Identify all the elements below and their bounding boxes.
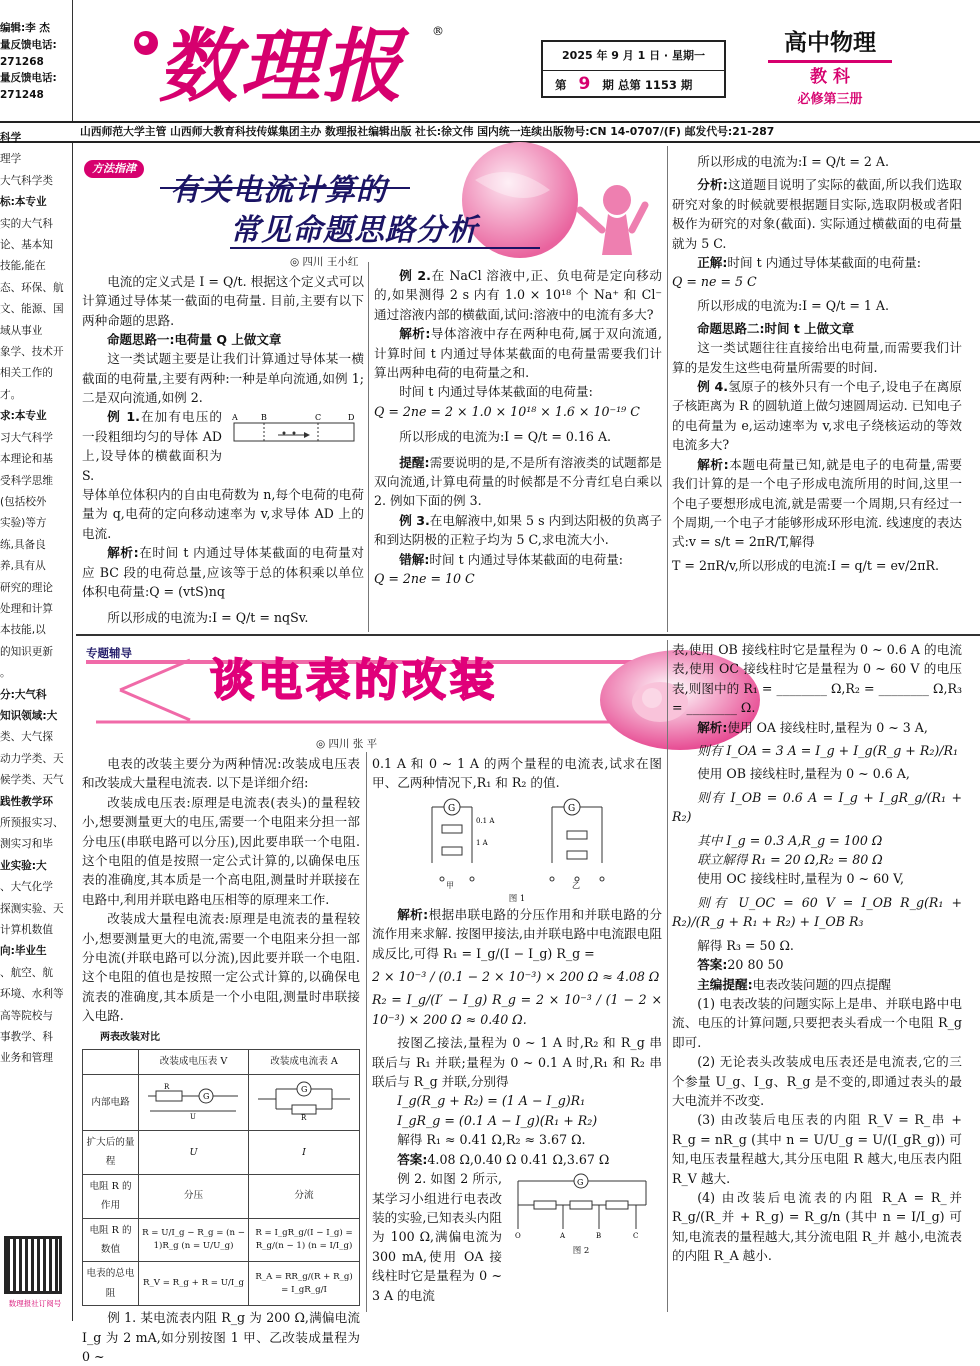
svg-text:G: G (448, 803, 456, 814)
article2-col2: 0.1 A 和 0 ~ 1 A 的两个量程的电流表,试求在图甲、乙两种情况下,R₁ 和 R₂ 的值. G 0.1 A 1 A G 甲 乙 图 1 解析:根据串联电路的分压作用和并联电路的分流作用来求解. 按图甲接法,由并联电路中电流跟电阻成反比,可得 R₁ = I_g/(I − I_g) R_g = 2 × 10⁻³ / (0.1 − 2 × 10⁻³) × 200 Ω ≈ 4.08 Ω R₂ = I_g/(I′ − I_g) R_g = 2 × 10⁻³ / (1 − 2 × 10⁻³) × 200 Ω ≈ 0.40 Ω. 按图乙接法,量程为 0 ~ 1 A 时,R₂ 和 R_g 串联后与 R₁ 并联;量程为 0 ~ 0.1 A 时,R₁ 和 R₂ 串联后与 R_g 并联,分别得 I_g(R_g + R₂) = (1 A − I_g)R₁ I_gR_g = (0.1 A − I_g)(R₁ + R₂) 解得 R₁ ≈ 0.41 Ω,R₂ ≈ 3.67 Ω. 答案:4.08 Ω,0.40 Ω 0.41 Ω,3.67 Ω 例 2. 如图 2 所示,某学习小组进行电表改装的实验,已知表头内阻为 100 Ω,满偏电流为 300 mA,使用 OA 接线柱时它是量程为 0 ~ 3 A 的电流 G O A B C 图 2 (372, 754, 662, 1305)
svg-text:1 A: 1 A (476, 838, 488, 847)
figure-1: G 0.1 A 1 A G 甲 乙 (372, 793, 662, 893)
svg-text:G: G (568, 803, 576, 814)
issue-box: 2025 年 9 月 1 日 · 星期一 第 9 期 总第 1153 期 (541, 40, 726, 98)
column-rule (667, 146, 668, 632)
svg-text:0.1 A: 0.1 A (476, 816, 495, 825)
svg-text:G: G (301, 1084, 308, 1094)
figure-2-circuit (506, 1169, 656, 1239)
svg-text:D: D (348, 413, 355, 423)
svg-text:B: B (596, 1232, 602, 1241)
article2-title: 谈电表的改装 (210, 655, 498, 706)
svg-text:A: A (232, 413, 238, 423)
left-sidebar: 科学 理学 大气科学类 标:本专业 实的大气科 论、基本知 技能,能在 态、环保、航 文、能源、国 域从事业 象学、技术开 相关工作的 才。 求:本专业 习大气科学 本理论和基 受科学思维 (包括校外 实验)等方 练,具备良 养,具有从 研究的理论 处理和计算 本技能,以 的知识更新 。 分:大气科 知识领域:大 类、大气探 动力学类、天 候学类、天气 践性教学环 所预报实习、 测实习和毕 业实验:大 、大气化学 探测实验、天 计算机数值 向:毕业生 、航空、航 环境、水利等 高等院校与 事教学、科 业务和管理 (0, 132, 64, 1065)
qr-code[interactable] (4, 1236, 62, 1294)
section-divider (76, 634, 980, 636)
table-row: 电阻 R 的作用 分压 分流 (83, 1174, 360, 1218)
article1-col2: 例 2.在 NaCl 溶液中,正、负电荷是定向移动的,如果测得 2 s 内有 1.0 × 10¹⁸ 个 Na⁺ 和 Cl⁻ 通过溶液内部的横截面,试问:溶液中的电流有多大? 解析:导体溶液中存在两种电荷,属于双向流通,计算时间 t 内通过导体某截面的电荷量需要我们计算出两种电荷的电荷量之和. 时间 t 内通过导体某截面的电荷量: Q = 2ne = 2 × 1.0 × 10¹⁸ × 1.6 × 10⁻¹⁹ C 所以形成的电流为:I = Q/t = 0.16 A. 提醒:需要说明的是,不是所有溶液类的试题都是双向流通,计算电荷量的时候都是不分青红皂白乘以 2. 例如下面的例 3. 例 3.在电解液中,如果 5 s 内到达阳极的负离子和到达阴极的正粒子均为 5 C,求电流大小. 错解:时间 t 内通过导体某截面的电荷量: Q = 2ne = 10 C (374, 268, 662, 587)
logo: 数理报 ® (130, 22, 440, 114)
figure-2: G O A B C 图 2 (506, 1169, 656, 1305)
article1-title: 常见命题思路分析 (230, 213, 478, 248)
edition-block: 高中物理 教 科 必修第三册 (760, 26, 900, 109)
comparison-table (82, 1049, 360, 1306)
svg-text:R: R (301, 1113, 307, 1122)
figure-1-circuits (372, 793, 662, 893)
article2-col3: 表,使用 OB 接线柱时它是量程为 0 ~ 0.6 A 的电流表,使用 OC 接线柱时它是量程为 0 ~ 60 V 的电压表,则图中的 R₁ = ________ Ω,R₂ = ________ Ω,R₃ = ________ Ω. 解析:使用 OA 接线柱时,量程为 0 ~ 3 A, 则有 I_OA = 3 A = I_g + I_g(R_g + R₂)/R₁ 使用 OB 接线柱时,量程为 0 ~ 0.6 A, 则有 I_OB = 0.6 A = I_g + I_gR_g/(R₁ + R₂) 其中 I_g = 0.3 A,R_g = 100 Ω 联立解得 R₁ = 20 Ω,R₂ = 80 Ω 使用 OC 接线柱时,量程为 0 ~ 60 V, 则有 U_OC = 60 V = I_OB R_g(R₁ + R₂)/(R_g + R₁ + R₂) + I_OB R₃ 解得 R₃ = 50 Ω. 答案:20 80 50 主编提醒:电表改装问题的四点提醒 (1) 电表改装的问题实际上是串、并联电路中电流、电压的计算问题,只要把表头看成一个电阻 R_g 即可. (2) 无论表头改装成电压表还是电流表,它的三个参量 U_g、I_g、R_g 是不变的,即通过表头的最大电流并不改变. (3) 由改装后电压表的内阻 R_V = R_串 + R_g = nR_g (其中 n = U/U_g = U/(I_gR_g)) 可知,电压表量程越大,其分压电阻 R 越大,电压表内阻 R_V 越大. (4) 由改装后电流表的内阻 R_A = R_并R_g/(R_并 + R_g) = R_g/n (其中 n = I/I_g) 可知,电流表的量程越大,其分流电阻 R_并 越小,电流表的内阻 R_A 越小. (672, 642, 962, 1264)
figure-1-caption: 图 1 (508, 893, 526, 904)
table-row: 电表的总电阻 R_V = R_g + R = U/I_g R_A = RR_g/(R + R_g) = I_gR_g/I (83, 1262, 360, 1306)
issue-line: 第 9 期 总第 1153 期 (555, 74, 693, 94)
table-title: 两表改装对比 (100, 1031, 160, 1043)
infobar: 山西师范大学主管 山西师大教育科技传媒集团主办 数理报社编辑出版 社长:徐文伟 国内统一连续出版物号:CN 14-0707/(F) 邮发代号:21-287 (0, 121, 980, 143)
conductor-diagram (228, 411, 360, 467)
article1-col1: 电流的定义式是 I = Q/t. 根据这个定义式可以计算通过导体某一截面的电荷量. 目前,主要有以下两种命题的思路. 命题思路一:电荷量 Q 上做文章 这一类试题主要是让我们计算通过导体某一横截面的电荷量,主要有两种:一种是单向流通,如例 1;二是双向流通,如例 2. 例 1.在加有电压的一段粗细均匀的导体 AD 上,设导体的横截面积为 S. A B C D 导体单位体积内的自由电荷数为 n,每个电荷的电荷量为 q,电荷的定向移动速率为 v,求导体 AD 上的电流. 解析:在时间 t 内通过导体某截面的电荷量对应 BC 段的电荷总量,应该等于总的体积乘以单位体积电荷量:Q = (vtS)nq 所以形成的电流为:I = Q/t = nqSv. (82, 274, 364, 625)
article1-banner (80, 150, 670, 268)
svg-text:R: R (163, 1082, 169, 1091)
author: ◎ 四川 王小红 (290, 256, 359, 268)
svg-text:C: C (633, 1232, 639, 1241)
qr-label: 数理报社订阅号 (8, 1299, 62, 1308)
column-rule (667, 640, 668, 1312)
article1-title: 有关电流计算的 (170, 173, 387, 208)
article1-col3: 所以形成的电流为:I = Q/t = 2 A. 分析:这道题目说明了实际的截面,所以我们选取研究对象的时候就要根据题目实际,选取阴极或者阳极作为研究的对象(截面). 实际通过横截面的电荷量就为 5 C. 正解:时间 t 内通过导体某截面的电荷量: Q = ne = 5 C 所以形成的电流为:I = Q/t = 1 A. 命题思路二:时间 t 上做文章 这一类试题往往直接给出电荷量,而需要我们计算的是发生这些电荷量所需要的时间. 例 4.氢原子的核外只有一个电子,设电子在离原子核距离为 R 的圆轨道上做匀速圆周运动. 已知电子的电荷量为 e,运动速率为 v,求电子绕核运动的等效电流多大? 解析:本题电荷量已知,就是电子的电荷量,需要我们计算的是一个电子形成电流所用的时间,这里一个电子要想形成电流,就是需要一个周期,只有经过一个周期,一个电子才能够形成环形电流. 线速度的表达式:v = s/t = 2πR/T,解得 T = 2πR/v,所以形成的电流:I = q/t = ev/2πR. (672, 154, 962, 573)
svg-text:A: A (560, 1232, 566, 1241)
svg-text:C: C (315, 413, 322, 423)
table-row: 电阻 R 的数值 R = U/I_g − R_g = (n − 1)R_g (n = U/U_g) R = I_gR_g/(I − I_g) = R_g/(n − 1) (n = I/I_g) (83, 1218, 360, 1262)
article2-col1: 电表的改装主要分为两种情况:改装成电压表和改装成大量程电流表. 以下是详细介绍: 改装成电压表:原理是电流表(表头)的量程较小,想要测量更大的电压,需要一个电阻来分担一部分电压(串联电路可以分压),因此要串联一个电阻. 这个电阻的值是按照一定公式计算的,以确保电压表的准确度,其本质是一个高电阻,测量时并联接在电路中,利用并联电路电压相等的原理来工作. 改装成大量程电流表:原理是电流表的量程较小,想要测量更大的电流,需要一个电阻来分担一部分电流(并联电路可以分流),因此要并联一个电阻. 这个电阻的值也是按照一定公式计算的,以确保电流表的准确度,其本质是一个小电阻,测量时串联接入电路. 两表改装对比 改装成电压表 V 改装成电流表 A 内部电路 R G U G R 扩大后的量程 U I 电阻 R 的作用 分压 分流 电阻 R 的数值 R = U/I_g − R_g = (n − 1)R_g (n = U/U_g) R = I_gR_g/(I − I_g) = R_g/(n − 1) (n = I/I_g) 电表的总电阻 R_V = R_g + R = U/I_g R_A = RR_g/(R + R_g) = I_gR_g/I 例 1. 某电流表内阻 R_g 为 200 Ω,满偏电流 I_g 为 2 mA,如分别按图 1 甲、乙改装成量程为 0 ~ (82, 756, 360, 1364)
svg-text:G: G (202, 1091, 209, 1101)
svg-text:G: G (577, 1178, 584, 1188)
voltmeter-circuit-diagram (146, 1077, 242, 1121)
editor-info: 编辑:李 杰 量反馈电话: 271268 量反馈电话: 271248 (0, 22, 57, 102)
masthead (0, 0, 980, 122)
divider (72, 143, 73, 1321)
table-row: 改装成电压表 V 改装成电流表 A (83, 1050, 360, 1074)
svg-text:B: B (261, 413, 267, 423)
table-row: 内部电路 R G U G R (83, 1074, 360, 1130)
article2-banner (80, 640, 670, 738)
table-row: 扩大后的量程 U I (83, 1130, 360, 1174)
section-tag: 专题辅导 (86, 646, 132, 660)
column-rule (366, 752, 367, 1312)
column-rule (368, 262, 369, 632)
section-tag: 方法指津 (84, 160, 144, 178)
author: ◎ 四川 张 平 (316, 738, 378, 750)
svg-text:U: U (189, 1112, 196, 1121)
divider (72, 0, 73, 122)
ammeter-circuit-diagram (256, 1077, 352, 1121)
svg-text:O: O (515, 1232, 521, 1241)
